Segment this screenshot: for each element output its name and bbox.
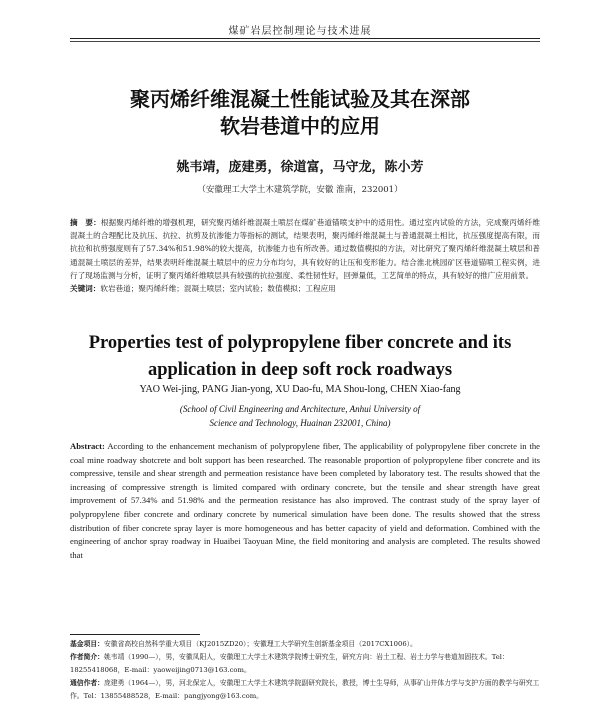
footnote-fund-text: 安徽省高校自然科学重大项目（KJ2015ZD20）；安徽理工大学研究生创新基金项目（2017CX1006）。 [103,640,417,648]
footnote-author1-text: 姚韦靖（1990—），男，安徽凤阳人，安徽理工大学土木建筑学院博士研究生，研究方向：岩土工程、岩土力学与巷道加固技术。Tel：18255418068，E-mail：yaoweijing0713@163.com。 [70,653,509,674]
english-abstract [70,440,540,562]
chinese-keywords-text: 软岩巷道；聚丙烯纤维；混凝土喷层；室内试验；数值模拟；工程应用 [100,284,336,294]
chinese-abstract-text: 根据聚丙烯纤维的增强机理，研究聚丙烯纤维混凝土喷层在煤矿巷道锚喷支护中的适用性。通过室内试验的方法，完成聚丙烯纤维混凝土的合理配比及抗压、抗拉、抗剪及抗渗能力等指标的测试，结果表明，聚丙烯纤维混凝土与普通混凝土相比，抗压强度提高有限，而抗拉和抗剪强度则有了57.34%和51.98%的较大提高，抗渗能力也有所改善。通过数值模拟的方法，对比研究了聚丙烯纤维混凝土喷层和普通混凝土喷层的差异，结果表明纤维混凝土喷层中的应力分布均匀，具有较好的让压和变形能力。结合淮北桃园矿区巷道锚喷工程实例，进行了现场监测与分析，证明了聚丙烯纤维喷层具有较强的抗拉强度、柔性韧性好，回弹量低，工艺简单的特点，具有较好的推广应用前景。 [70,218,540,280]
footnotes [70,638,540,703]
footnote-fund [70,638,540,651]
chinese-title-line2: 软岩巷道中的应用 [220,114,380,138]
chinese-abstract-block [70,216,540,295]
chinese-title [0,86,600,140]
header-rule [70,38,540,39]
chinese-abstract-label: 摘 要： [70,218,101,227]
english-affiliation-line2: Science and Technology, Huainan 232001, China) [209,418,391,428]
english-title [0,330,600,384]
english-abstract-text: According to the enhancement mechanism of polypropylene fiber, The applicability of polypropylene fiber concrete in the coal mine roadway shotcrete and bolt support has been researched. The reasonable proportion of polypropylene fiber concrete and its compressive, tensile and shear strength and permeation resistance have been completed by laboratory test. The results showed that the increasing of compressive strength is limited compared with ordinary concrete, but the tensile and shear strength have great improvement of 57.34% and 51.98% and the permeation resistance has also improved. The contrast study of the spray layer of polypropylene fiber concrete and ordinary concrete by numerical simulation have been done. The results showed that the stress distribution of fiber concrete spray layer is more homogeneous and has better capacity of yield and deformation. Combined with the engineering of anchor spray roadway in Huaibei Taoyuan Mine, the field monitoring and analysis are completed. The results showed that [70,441,540,560]
footnote-author1-label: 作者简介： [70,653,104,661]
chinese-affiliation: （安徽理工大学土木建筑学院，安徽 淮南，232001） [197,185,403,195]
chinese-title-line1: 聚丙烯纤维混凝土性能试验及其在深部 [130,87,470,111]
chinese-keywords-label: 关键词： [70,284,101,294]
footnote-author1 [70,651,540,677]
chinese-abstract [70,216,540,282]
footnote-rule [70,634,200,635]
footnote-author2-label: 通信作者： [70,679,104,687]
header-rule-thin [70,41,540,42]
chinese-keywords [70,282,540,295]
running-header: 煤矿岩层控制理论与技术进展 [228,26,372,37]
english-title-line2: application in deep soft rock roadways [147,360,453,380]
english-authors: YAO Wei-jing, PANG Jian-yong, XU Dao-fu, MA Shou-long, CHEN Xiao-fang [139,384,461,395]
english-affiliation [0,402,600,430]
footnote-author2-text: 庞建勇（1964—），男，河北保定人，安徽理工大学土木建筑学院副研究院长，教授，博士生导师，从事矿山井体力学与支护方面的教学与研究工作。Tel：13855488528，E-mail：pangjyong@163.com。 [70,679,540,700]
footnote-author2 [70,677,540,703]
chinese-authors: 姚韦靖，庞建勇，徐道富，马守龙，陈小芳 [176,160,424,175]
footnote-fund-label: 基金项目： [70,640,104,648]
english-title-line1: Properties test of polypropylene fiber concrete and its [88,333,512,353]
english-affiliation-line1: (School of Civil Engineering and Architecture, Anhui University of [179,404,421,414]
english-abstract-label: Abstract: [70,441,105,451]
